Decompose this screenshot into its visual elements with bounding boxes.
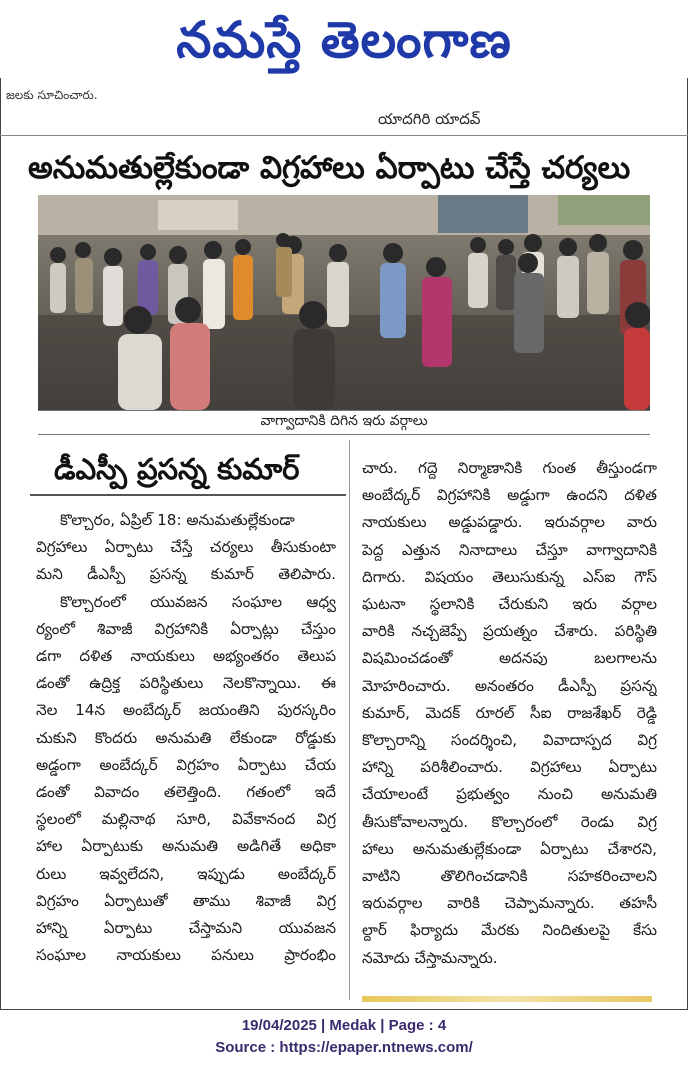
article-line: సంఘాల నాయకులు పనులు ప్రారంభిం bbox=[36, 946, 336, 965]
article-line: మోహరించారు. అనంతరం డీఎస్పీ ప్రసన్న bbox=[362, 676, 657, 695]
article-line: హాల ఏర్పాటుకు అనుమతి అడిగితే అధికా bbox=[36, 837, 336, 856]
article-line: ర్యంలో శివాజీ విగ్రహానికి ఏర్పాట్లు చేస్తుం bbox=[36, 619, 336, 638]
article-line: వారికి నచ్చజెప్పే ప్రయత్నం చేశారు. పరిస్థితి bbox=[362, 622, 657, 641]
page-border-left bbox=[0, 78, 1, 1010]
article-left-column bbox=[36, 507, 336, 969]
footer-source-link[interactable]: Source : https://epaper.ntnews.com/ bbox=[215, 1039, 473, 1056]
article-line: హాన్ని ఏర్పాటు చేస్తామని యువజన bbox=[36, 919, 336, 938]
article-line: డంతో ఉద్రిక్త పరిస్థితులు నెలకొన్నాయి. ఈ bbox=[36, 674, 336, 693]
page-border-bottom bbox=[0, 1009, 688, 1010]
previous-article-author: యాదగిరి యాదవ్ bbox=[378, 110, 481, 128]
advertisement-strip bbox=[362, 996, 652, 1002]
section-divider bbox=[0, 135, 688, 136]
caption-rule-top bbox=[38, 410, 650, 411]
article-line: నమోదు చేస్తామన్నారు. bbox=[362, 948, 498, 967]
article-line: కొల్చారాన్ని సందర్శించి, వివాదాస్పద విగ్ర bbox=[362, 731, 657, 750]
article-line: కొల్చారం, ఏప్రిల్ 18: అనుమతుల్లేకుండా bbox=[60, 511, 295, 529]
article-line: తీసుకోవాలన్నారు. కొల్చారంలో రెండు విగ్ర bbox=[362, 812, 657, 831]
article-line: ఇరువర్గాల వారికి చెప్పామన్నారు. తహసీ bbox=[362, 894, 657, 913]
article-line: విగ్రహాలు ఏర్పాటు చేస్తే చర్యలు తీసుకుంటా bbox=[36, 538, 336, 557]
article-line: రులు ఇవ్వలేదని, ఇప్పుడు అంబేద్కర్ bbox=[36, 864, 336, 883]
article-line: డంతో వివాదం తలెత్తింది. గతంలో ఇదే bbox=[36, 783, 336, 802]
article-line: వాటిని తొలిగించడానికి సహకరించాలని bbox=[362, 867, 657, 886]
article-line: పెద్ద ఎత్తున నినాదాలు చేస్తూ వాగ్వాదానికి bbox=[362, 540, 657, 559]
column-divider bbox=[349, 440, 350, 1000]
article-line: చారు. గద్దె నిర్మాణానికి గుంత తీస్తుండగా bbox=[362, 459, 657, 477]
article-right-column bbox=[362, 455, 657, 972]
article-line: కుమార్, మెదక్ రూరల్ సీఐ రాజశేఖర్ రెడ్డి bbox=[362, 703, 657, 722]
article-line: హాన్ని పరిశీలించారు. విగ్రహాలు ఏర్పాటు bbox=[362, 758, 657, 777]
article-photo bbox=[38, 195, 650, 410]
page-footer bbox=[0, 1015, 688, 1059]
article-line: చేయాలంటే ప్రభుత్వం నుంచి అనుమతి bbox=[362, 785, 657, 804]
article-line: స్థలంలో మల్లినాథ సూరి, వివేకానంద విగ్ర bbox=[36, 810, 336, 829]
article-headline: అనుమతుల్లేకుండా విగ్రహాలు ఏర్పాటు చేస్తే చర్యలు bbox=[28, 150, 631, 186]
photo-caption: వాగ్వాదానికి దిగిన ఇరు వర్గాలు bbox=[260, 413, 428, 429]
article-line: ఘటనా స్థలానికి చేరుకుని ఇరు వర్గాల bbox=[362, 595, 657, 614]
caption-rule-bottom bbox=[38, 434, 650, 435]
article-subhead: డీఎస్పీ ప్రసన్న కుమార్ bbox=[54, 452, 300, 486]
article-line: డగా దళిత నాయకులు అభ్యంతరం తెలుప bbox=[36, 647, 336, 666]
article-line: మని డీఎస్పీ ప్రసన్న కుమార్ తెలిపారు. bbox=[36, 565, 336, 584]
article-line: అంబేద్కర్ విగ్రహానికి అడ్డుగా ఉందని దళిత bbox=[362, 486, 657, 505]
article-line: కొల్చారంలో యువజన సంఘాల ఆధ్వ bbox=[60, 592, 336, 611]
crowd-photo-illustration bbox=[38, 195, 650, 410]
article-line: నెల 14న అంబేద్కర్ జయంతిని పురస్కరిం bbox=[36, 701, 336, 720]
masthead bbox=[0, 4, 688, 76]
previous-article-fragment: జలకు సూచించారు. bbox=[6, 88, 98, 102]
footer-date-edition: 19/04/2025 | Medak | Page : 4 bbox=[241, 1017, 447, 1034]
subhead-underline bbox=[30, 494, 346, 496]
article-line: విగ్రహం ఏర్పాటుతో తాము శివాజీ విగ్ర bbox=[36, 891, 336, 910]
masthead-title: నమస్తే తెలంగాణ bbox=[176, 10, 512, 69]
article-line: చుకుని కొందరు అనుమతి లేకుండా రోడ్డుకు bbox=[36, 728, 336, 747]
article-line: అడ్డంగా అంబేద్కర్ విగ్రహం ఏర్పాటు చేయ bbox=[36, 755, 336, 774]
article-line: దిగారు. విషయం తెలుసుకున్న ఎస్ఐ గౌస్ bbox=[362, 567, 657, 586]
article-line: హాలు అనుమతుల్లేకుండా ఏర్పాటు చేశారని, bbox=[362, 839, 657, 858]
article-line: నాయకులు అడ్డుపడ్డారు. ఇరువర్గాల వారు bbox=[362, 513, 657, 532]
article-line: ల్దార్ ఫిర్యాదు మేరకు నిందితులపై కేసు bbox=[362, 921, 657, 940]
article-line: విషమించడంతో అదనపు బలగాలను bbox=[362, 649, 657, 668]
